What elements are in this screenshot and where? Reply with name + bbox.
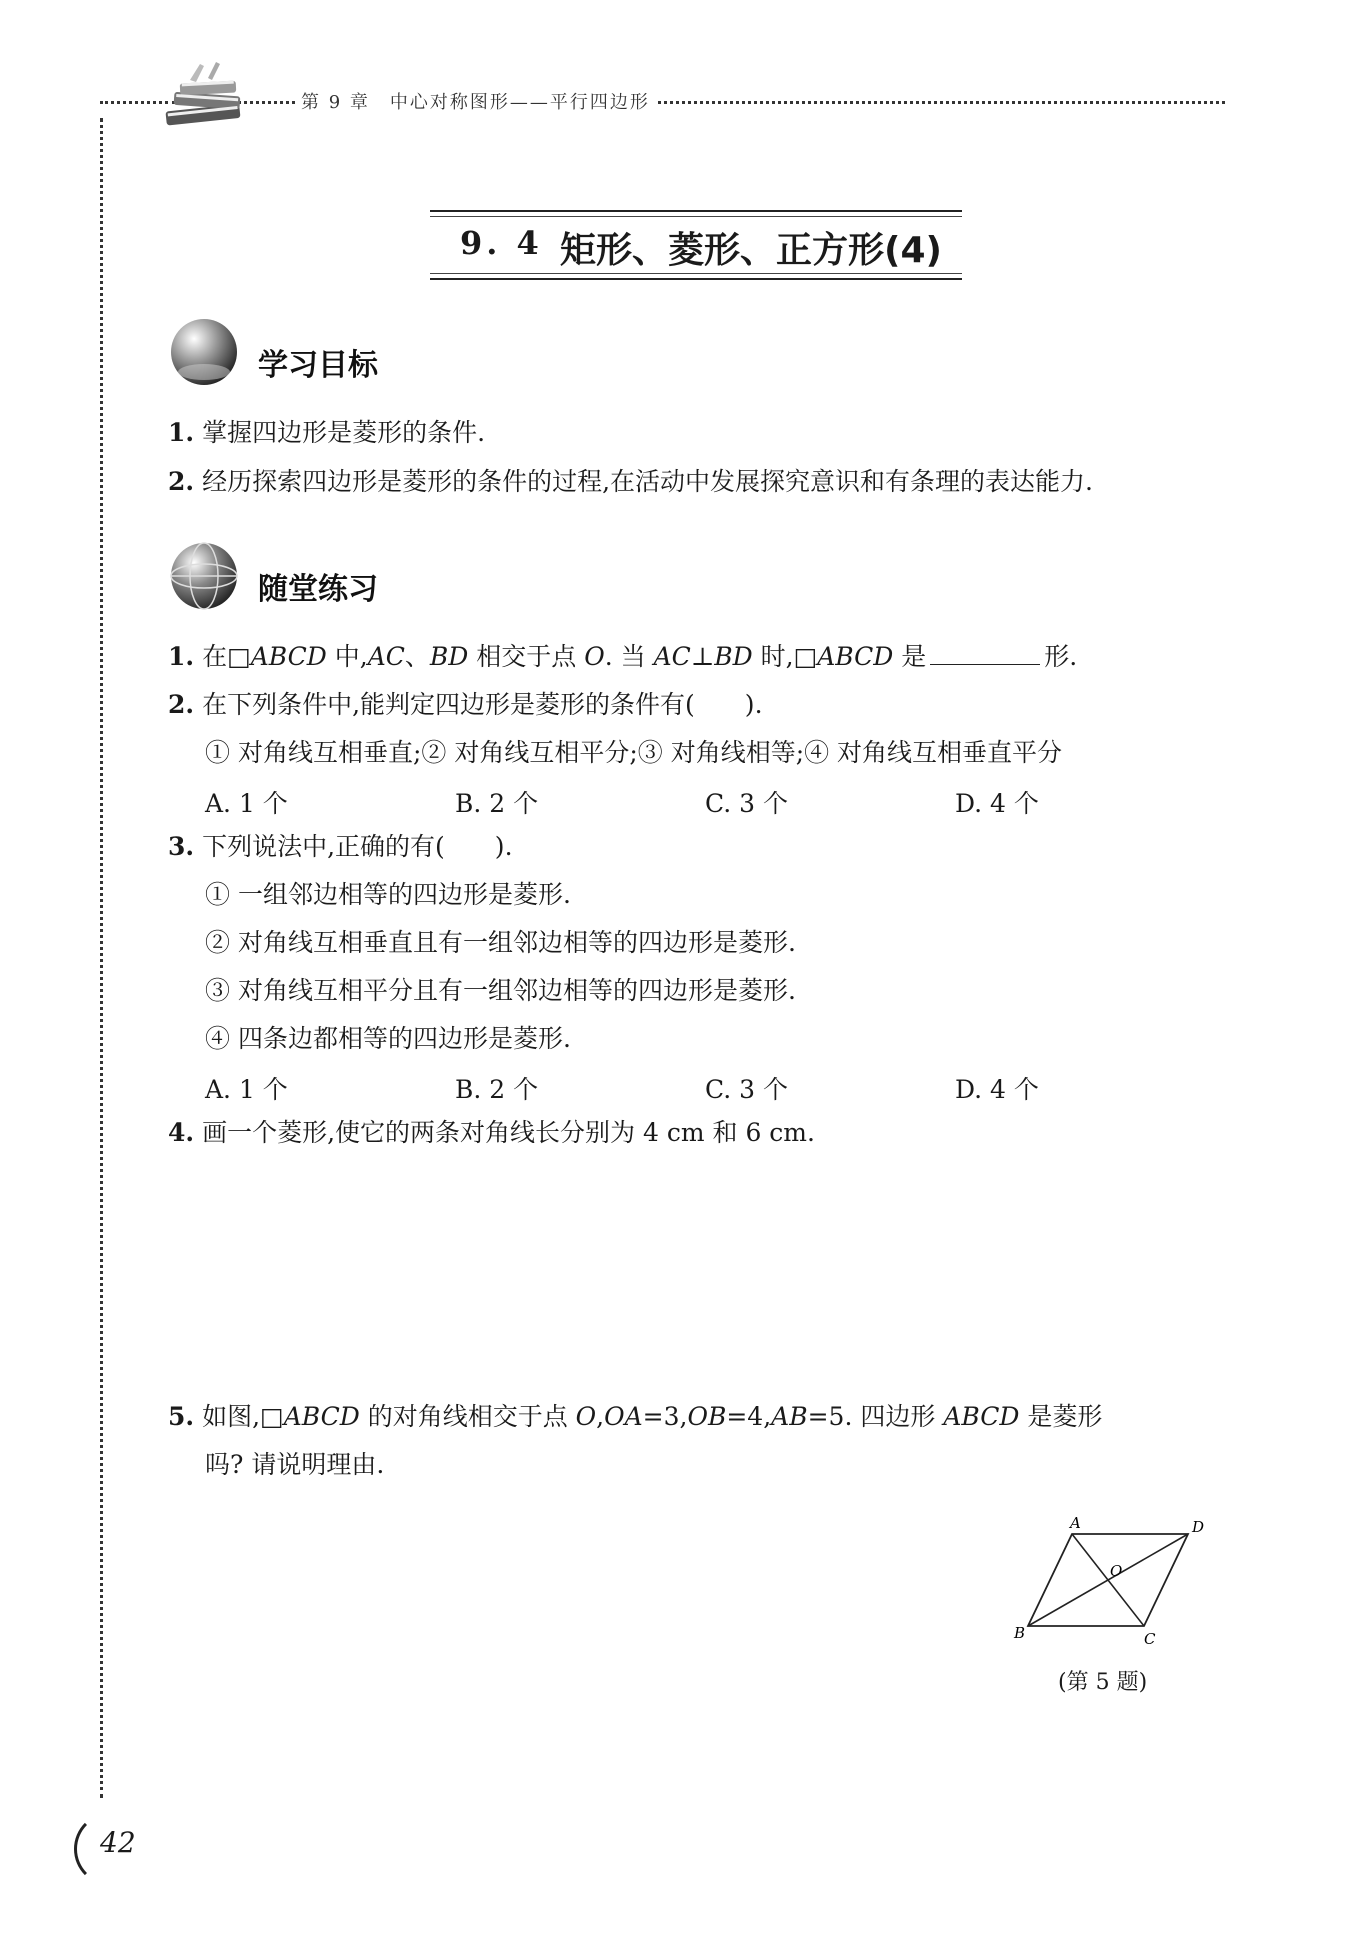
option-a[interactable]: A. 1 个 [205, 1075, 288, 1104]
page-number: 42 [100, 1826, 136, 1859]
section-number: 9. 4 [460, 224, 543, 262]
option-b[interactable]: B. 2 个 [455, 789, 539, 818]
question-5-line-2: 吗? 请说明理由. [205, 1450, 385, 1479]
label-c: C [1144, 1630, 1156, 1648]
option-c[interactable]: C. 3 个 [705, 1075, 788, 1104]
frame-left-border [100, 118, 103, 1798]
objective-item: 1. 掌握四边形是菱形的条件. [168, 418, 486, 447]
question-3: 3. 下列说法中,正确的有( ). [168, 832, 513, 861]
label-a: A [1070, 1514, 1081, 1532]
learning-objectives-heading: 学习目标 [258, 348, 378, 383]
question-1: 1. 在□ABCD 中,AC、BD 相交于点 O. 当 AC⊥BD 时,□ABCD 是 形. [168, 642, 1078, 671]
books-logo-icon [160, 60, 260, 140]
label-b: B [1014, 1624, 1026, 1642]
globe-icon [168, 316, 240, 388]
question-2: 2. 在下列条件中,能判定四边形是菱形的条件有( ). [168, 690, 763, 719]
section-title: 矩形、菱形、正方形(4) [560, 230, 942, 271]
question-2-conditions: ① 对角线互相垂直;② 对角线互相平分;③ 对角线相等;④ 对角线互相垂直平分 [205, 738, 1063, 767]
statement-2: ② 对角线互相垂直且有一组邻边相等的四边形是菱形. [205, 928, 796, 957]
statement-3: ③ 对角线互相平分且有一组邻边相等的四边形是菱形. [205, 976, 796, 1005]
diagonal-bd [1028, 1534, 1188, 1626]
option-a[interactable]: A. 1 个 [205, 789, 288, 818]
option-d[interactable]: D. 4 个 [955, 1075, 1039, 1104]
question-4: 4. 画一个菱形,使它的两条对角线长分别为 4 cm 和 6 cm. [168, 1118, 815, 1147]
option-d[interactable]: D. 4 个 [955, 789, 1039, 818]
frame-top-left-border [100, 101, 162, 104]
question-5: 5. 如图,□ABCD 的对角线相交于点 O,OA=3,OB=4,AB=5. 四边形 ABCD 是菱形 [168, 1402, 1103, 1431]
answer-blank[interactable] [930, 642, 1040, 665]
statement-4: ④ 四条边都相等的四边形是菱形. [205, 1024, 571, 1053]
option-b[interactable]: B. 2 个 [455, 1075, 539, 1104]
classroom-exercises-heading: 随堂练习 [258, 572, 378, 607]
label-o: O [1110, 1562, 1123, 1580]
rhombus-figure [1010, 1510, 1220, 1650]
objective-item: 2. 经历探索四边形是菱形的条件的过程,在活动中发展探究意识和有条理的表达能力. [168, 467, 1094, 496]
section-title-box [430, 210, 962, 280]
chapter-header: 第 9 章 中心对称图形——平行四边形 [295, 88, 656, 114]
statement-1: ① 一组邻边相等的四边形是菱形. [205, 880, 571, 909]
option-c[interactable]: C. 3 个 [705, 789, 788, 818]
figure-caption: (第 5 题) [1058, 1670, 1148, 1695]
globe-grid-icon [168, 540, 240, 612]
label-d: D [1192, 1518, 1205, 1536]
